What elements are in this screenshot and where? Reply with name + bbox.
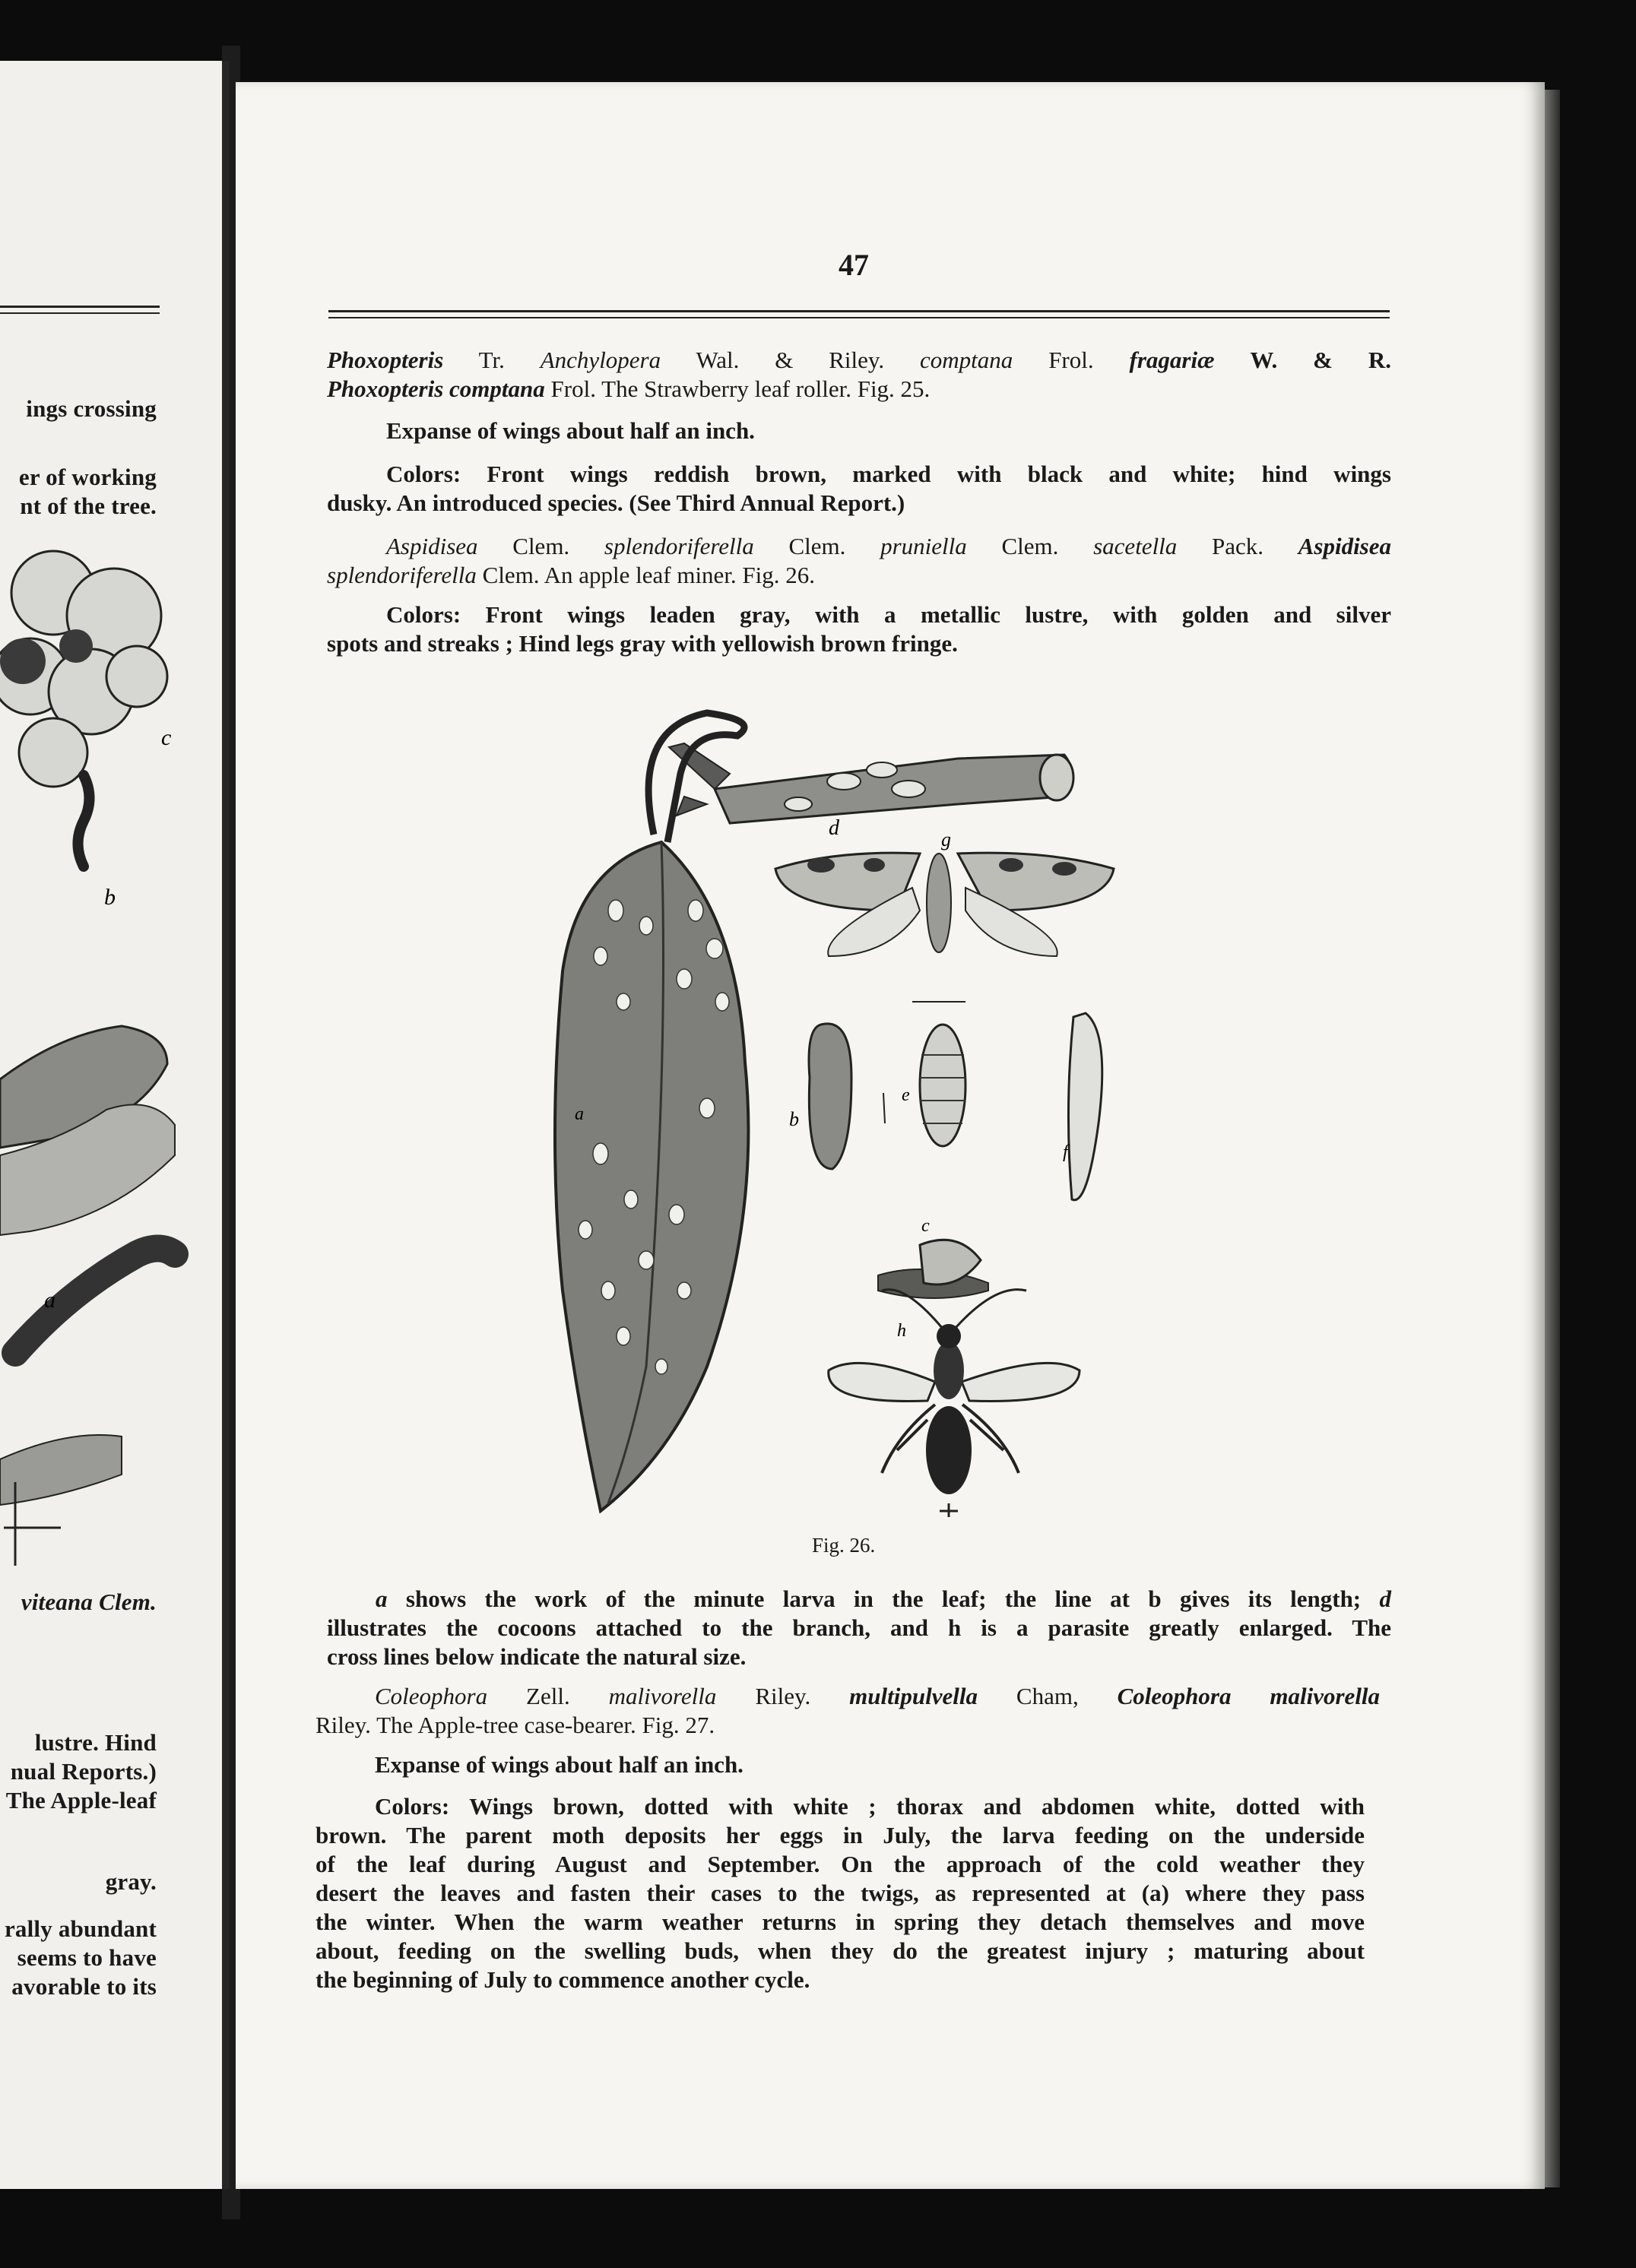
figure-explanation [327,1585,1391,1671]
left-fig-label-c: c [161,725,172,750]
left-line-2: er of working [18,464,157,490]
explanation-line-2: illustrates the cocoons attached to the branch, and h is a parasite greatly enlarged. The [327,1614,1391,1641]
entry3-colors [315,1792,1365,1994]
figure-26-illustration [532,683,1186,1526]
left-line-1: ings crossing [26,395,157,422]
page-number: 47 [839,248,869,282]
entry1-colors-line-2: dusky. An introduced species. (See Third Annual Report.) [327,489,905,516]
entry1-colors-line-1: Colors: Front wings reddish brown, marked with black and white; hind wings [386,461,1391,487]
fig-label-g: g [941,828,951,850]
left-line-11: avorable to its [11,1973,157,2000]
mined-leaf [555,713,748,1511]
cocoon [1063,1013,1102,1200]
entry2-colors-line-2: spots and streaks ; Hind legs gray with yellowish brown fringe. [327,630,958,657]
entry3-colors-line-2: brown. The parent moth deposits her eggs in July, the larva feeding on the underside [315,1822,1365,1848]
left-line-7: The Apple-leaf [5,1787,157,1813]
entry1-expanse [386,417,1391,445]
explanation-line-3: cross lines below indicate the natural size. [327,1643,747,1670]
fig-label-d: d [829,816,839,840]
header-rule [328,310,1390,318]
left-line-8: gray. [105,1868,157,1895]
entry3-line-2: Riley. The Apple-tree case-bearer. Fig. 27. [315,1712,715,1738]
fig-label-h: h [897,1321,906,1341]
left-fig-label-a: a [44,1288,55,1313]
entry1-colors [327,460,1391,518]
left-line-5: lustre. Hind [34,1729,157,1756]
fig-label-f: f [1063,1142,1068,1162]
parasite-wasp [829,1290,1080,1517]
entry1-expanse-text: Expanse of wings about half an inch. [386,417,755,444]
larva [789,1024,885,1169]
entry3-line-1: Coleophora Zell. malivorella Riley. multipulvella Cham, Coleophora malivorella [375,1683,1381,1709]
left-line-9: rally abundant [4,1915,157,1942]
left-fig-label-b: b [104,885,116,910]
entry3-colors-line-5: the winter. When the warm weather returns in spring they detach themselves and move [315,1908,1365,1935]
explanation-line-1: a shows the work of the minute larva in the leaf; the line at b gives its length; d [376,1585,1392,1612]
fig-label-b: b [789,1108,799,1130]
entry1-line-2: Phoxopteris comptana Frol. The Strawberry leaf roller. Fig. 25. [327,375,931,402]
entry-coleophora [315,1682,1380,1740]
entry3-colors-line-4: desert the leaves and fasten their cases to the twigs, as represented at (a) where they pass [315,1880,1365,1906]
entry-aspidisea [327,532,1391,590]
entry3-expanse-text: Expanse of wings about half an inch. [375,1751,743,1778]
entry3-colors-line-3: of the leaf during August and September. On the approach of the cold weather they [315,1851,1365,1877]
left-line-10: seems to have [17,1944,157,1971]
entry2-colors-line-1: Colors: Front wings leaden gray, with a metallic lustre, with golden and silver [386,601,1391,628]
left-line-6: nual Reports.) [10,1758,157,1785]
figure-caption: Fig. 26. [812,1534,876,1557]
entry1-line-1: Phoxopteris Tr. Anchylopera Wal. & Riley. comptana Frol. fragariæ W. & R. [327,347,1391,373]
fig-label-c: c [921,1216,930,1236]
entry3-colors-line-6: about, feeding on the swelling buds, when they do the greatest injury ; maturing about [315,1937,1365,1964]
entry2-line-1: Aspidisea Clem. splendoriferella Clem. pruniella Clem. sacetella Pack. Aspidisea [386,533,1392,559]
entry3-colors-line-7: the beginning of July to commence another cycle. [315,1966,810,1993]
entry-phoxopteris [327,346,1391,404]
entry3-colors-line-1: Colors: Wings brown, dotted with white ; thorax and abdomen white, dotted with [375,1793,1365,1820]
left-illustration [0,547,222,1611]
pupa [902,1025,965,1146]
adult-moth [775,828,1114,1002]
fig-label-e: e [902,1085,910,1105]
left-line-4: viteana Clem. [21,1589,157,1615]
fig-label-a: a [575,1104,584,1124]
left-line-3: nt of the tree. [20,493,157,519]
branch-with-cocoons [669,743,1073,840]
entry3-expanse [375,1750,1380,1779]
entry2-colors [327,600,1391,658]
left-header-rule [0,306,160,314]
cocoon-on-bark [878,1216,988,1298]
entry2-line-2: splendoriferella Clem. An apple leaf miner. Fig. 26. [327,562,816,588]
left-facing-page [0,61,230,2189]
